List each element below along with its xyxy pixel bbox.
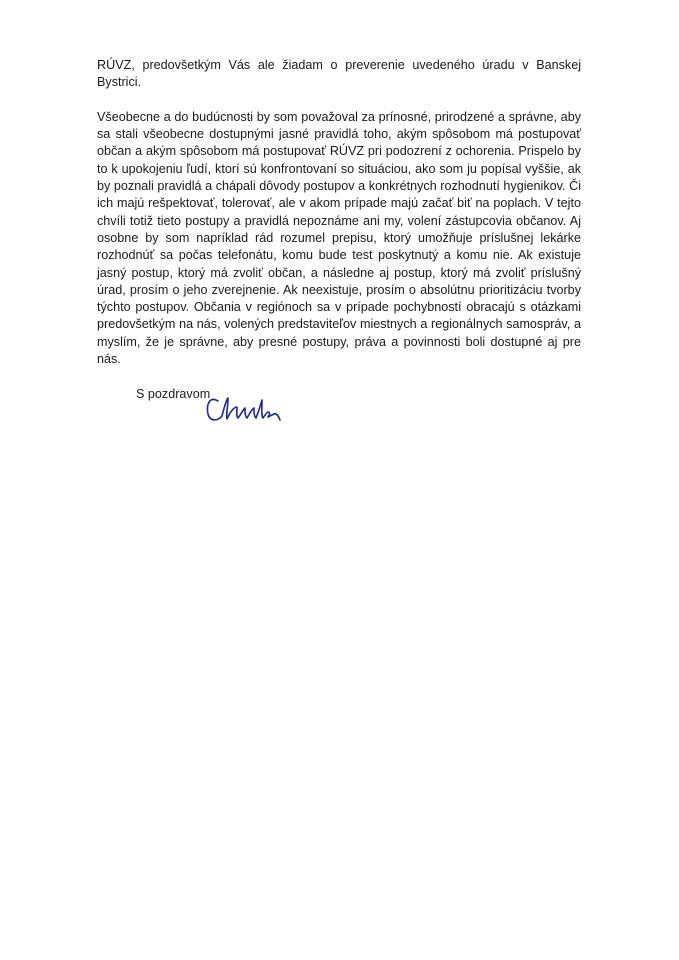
signature-stroke <box>207 398 280 420</box>
letter-closing: S pozdravom <box>136 386 211 401</box>
letter-body <box>97 57 581 403</box>
letter-paragraph-2: Všeobecne a do budúcnosti by som považoval za prínosné, prirodzené a správne, aby sa stali všeobecne dostupnými jasné pravidlá toho, akým spôsobom má postupovať občan a akým spôsobom má postupovať RÚVZ pri podozrení z ochorenia. Prispelo by to k upokojeniu ľudí, ktorí sú konfrontovaní so situáciou, ako som ju popísal vyššie, ak by poznali pravidlá a chápali dôvody postupov a konkrétnych rozhodnutí hygienikov. Či ich majú rešpektovať, tolerovať, ale v akom prípade majú začať biť na poplach. V tejto chvíli totiž tieto postupy a pravidlá nepoznáme ani my, volení zástupcovia občanov. Aj osobne by som napríklad rád rozumel prepisu, ktorý umožňuje príslušnej lekárke rozhodnúť sa počas telefonátu, komu bude test poskytnutý a komu nie. Ak existuje jasný postup, ktorý má zvoliť občan, a následne aj postup, ktorý má zvoliť príslušný úrad, prosím o jeho zverejnenie. Ak neexistuje, prosím o absolútnu prioritizáciu tvorby týchto postupov. Občania v regiónoch sa v prípade pochybností obracajú s otázkami predovšetkým na nás, volených predstaviteľov miestnych a regionálnych samospráv, a myslím, že je správne, aby presné postupy, práva a povinnosti boli dostupné aj pre nás. <box>97 109 581 367</box>
letter-paragraph-1: RÚVZ, predovšetkým Vás ale žiadam o preverenie uvedeného úradu v Banskej Bystrici. <box>97 58 581 90</box>
handwritten-signature <box>204 394 284 428</box>
